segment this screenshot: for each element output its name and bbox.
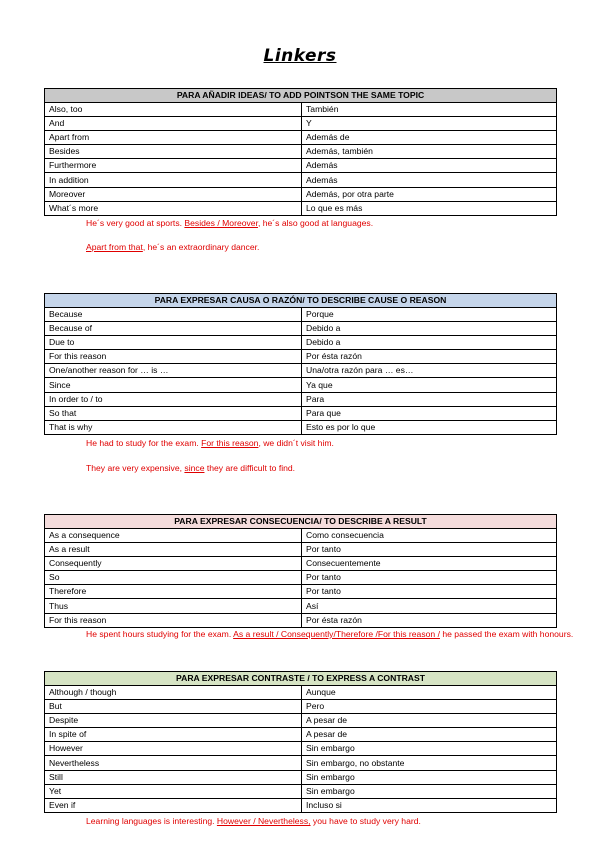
table-row <box>45 599 557 613</box>
english-linker: Because <box>45 307 302 321</box>
table-row <box>45 770 557 784</box>
english-linker: Although / though <box>45 685 302 699</box>
spanish-translation: Una/otra razón para … es… <box>302 364 557 378</box>
table-row <box>45 556 557 570</box>
spanish-translation: Para que <box>302 406 557 420</box>
table-contrast <box>44 671 557 813</box>
english-linker: Yet <box>45 784 302 798</box>
table-header: PARA EXPRESAR CONTRASTE / TO EXPRESS A CONTRAST <box>45 672 557 686</box>
spanish-translation: A pesar de <box>302 728 557 742</box>
english-linker: Consequently <box>45 556 302 570</box>
table-consequence <box>44 514 557 628</box>
table-row <box>45 406 557 420</box>
table-row <box>45 784 557 798</box>
example-text: they are difficult to find. <box>204 463 296 473</box>
spanish-translation: Lo que es más <box>302 201 557 215</box>
table-row <box>45 613 557 627</box>
spanish-translation: También <box>302 102 557 116</box>
table-header: PARA AÑADIR IDEAS/ TO ADD POINTSON THE SAME TOPIC <box>45 89 557 103</box>
example-text: Learning languages is interesting. <box>86 816 217 826</box>
table-row <box>45 685 557 699</box>
example-linker: For this reason <box>201 438 259 448</box>
example-sentence <box>86 461 576 476</box>
english-linker: Nevertheless <box>45 756 302 770</box>
spanish-translation: Por tanto <box>302 571 557 585</box>
spanish-translation: Además <box>302 173 557 187</box>
english-linker: As a result <box>45 542 302 556</box>
example-linker: since <box>184 463 205 473</box>
spanish-translation: Además, también <box>302 145 557 159</box>
english-linker: Also, too <box>45 102 302 116</box>
table-row <box>45 335 557 349</box>
english-linker: Besides <box>45 145 302 159</box>
english-linker: That is why <box>45 421 302 435</box>
english-linker: Therefore <box>45 585 302 599</box>
spanish-translation: Porque <box>302 307 557 321</box>
english-linker: For this reason <box>45 350 302 364</box>
spanish-translation: Por tanto <box>302 542 557 556</box>
spanish-translation: Además, por otra parte <box>302 187 557 201</box>
table-row <box>45 350 557 364</box>
spanish-translation: Además <box>302 159 557 173</box>
english-linker: Moreover <box>45 187 302 201</box>
example-sentence <box>86 216 576 231</box>
table-row <box>45 742 557 756</box>
spanish-translation: Por tanto <box>302 585 557 599</box>
spanish-translation: Sin embargo <box>302 784 557 798</box>
example-text: , we didn´t visit him. <box>258 438 334 448</box>
example-linker: Besides / Moreover <box>184 218 258 228</box>
english-linker: One/another reason for … is … <box>45 364 302 378</box>
example-text: They are very expensive, <box>86 463 185 473</box>
table-row <box>45 173 557 187</box>
table-row <box>45 571 557 585</box>
english-linker: And <box>45 116 302 130</box>
english-linker: Despite <box>45 713 302 727</box>
table-row <box>45 378 557 392</box>
english-linker: What´s more <box>45 201 302 215</box>
page-title: Linkers <box>263 46 337 66</box>
example-text: He had to study for the exam. <box>86 438 202 448</box>
spanish-translation: Consecuentemente <box>302 556 557 570</box>
english-linker: Apart from <box>45 130 302 144</box>
table-row <box>45 159 557 173</box>
english-linker: Since <box>45 378 302 392</box>
english-linker: So that <box>45 406 302 420</box>
spanish-translation: Ya que <box>302 378 557 392</box>
english-linker: In spite of <box>45 728 302 742</box>
table-row <box>45 130 557 144</box>
spanish-translation: Debido a <box>302 321 557 335</box>
spanish-translation: Aunque <box>302 685 557 699</box>
english-linker: In addition <box>45 173 302 187</box>
table-row <box>45 699 557 713</box>
english-linker: For this reason <box>45 613 302 627</box>
spanish-translation: Debido a <box>302 335 557 349</box>
spanish-translation: Así <box>302 599 557 613</box>
spanish-translation: Esto es por lo que <box>302 421 557 435</box>
table-row <box>45 542 557 556</box>
example-linker: Apart from that <box>86 242 143 252</box>
table-row <box>45 145 557 159</box>
table-add-ideas <box>44 88 557 216</box>
example-sentence <box>86 814 576 829</box>
spanish-translation: Y <box>302 116 557 130</box>
example-linker: However / Nevertheless, <box>216 816 311 826</box>
english-linker: Because of <box>45 321 302 335</box>
english-linker: Furthermore <box>45 159 302 173</box>
spanish-translation: Por ésta razón <box>302 613 557 627</box>
spanish-translation: Como consecuencia <box>302 528 557 542</box>
english-linker: In order to / to <box>45 392 302 406</box>
english-linker: Thus <box>45 599 302 613</box>
spanish-translation: Para <box>302 392 557 406</box>
table-header: PARA EXPRESAR CONSECUENCIA/ TO DESCRIBE A RESULT <box>45 515 557 529</box>
spanish-translation: Sin embargo <box>302 742 557 756</box>
example-linker: As a result / Consequently/Therefore /For this reason / <box>233 629 440 639</box>
english-linker: As a consequence <box>45 528 302 542</box>
spanish-translation: Además de <box>302 130 557 144</box>
spanish-translation: Sin embargo, no obstante <box>302 756 557 770</box>
table-row <box>45 585 557 599</box>
table-row <box>45 799 557 813</box>
table-header: PARA EXPRESAR CAUSA O RAZÓN/ TO DESCRIBE CAUSE O REASON <box>45 294 557 308</box>
table-row <box>45 364 557 378</box>
table-row <box>45 102 557 116</box>
english-linker: However <box>45 742 302 756</box>
spanish-translation: Sin embargo <box>302 770 557 784</box>
table-row <box>45 187 557 201</box>
example-text: He spent hours studying for the exam. <box>86 629 234 639</box>
spanish-translation: Por ésta razón <box>302 350 557 364</box>
english-linker: But <box>45 699 302 713</box>
example-text: you have to study very hard. <box>310 816 421 826</box>
table-cause-reason <box>44 293 557 435</box>
spanish-translation: Incluso si <box>302 799 557 813</box>
english-linker: Due to <box>45 335 302 349</box>
example-text: , he´s an extraordinary dancer. <box>142 242 260 252</box>
example-text: , he´s also good at languages. <box>257 218 374 228</box>
example-sentence <box>86 436 576 451</box>
example-text: he passed the exam with honours. <box>439 629 574 639</box>
table-row <box>45 421 557 435</box>
table-row <box>45 392 557 406</box>
table-row <box>45 756 557 770</box>
table-row <box>45 713 557 727</box>
table-row <box>45 528 557 542</box>
table-row <box>45 321 557 335</box>
example-sentence <box>86 627 576 642</box>
english-linker: Even if <box>45 799 302 813</box>
table-row <box>45 728 557 742</box>
spanish-translation: A pesar de <box>302 713 557 727</box>
example-sentence <box>86 240 576 255</box>
english-linker: Still <box>45 770 302 784</box>
table-row <box>45 116 557 130</box>
english-linker: So <box>45 571 302 585</box>
example-text: He´s very good at sports. <box>86 218 185 228</box>
table-row <box>45 201 557 215</box>
table-row <box>45 307 557 321</box>
spanish-translation: Pero <box>302 699 557 713</box>
